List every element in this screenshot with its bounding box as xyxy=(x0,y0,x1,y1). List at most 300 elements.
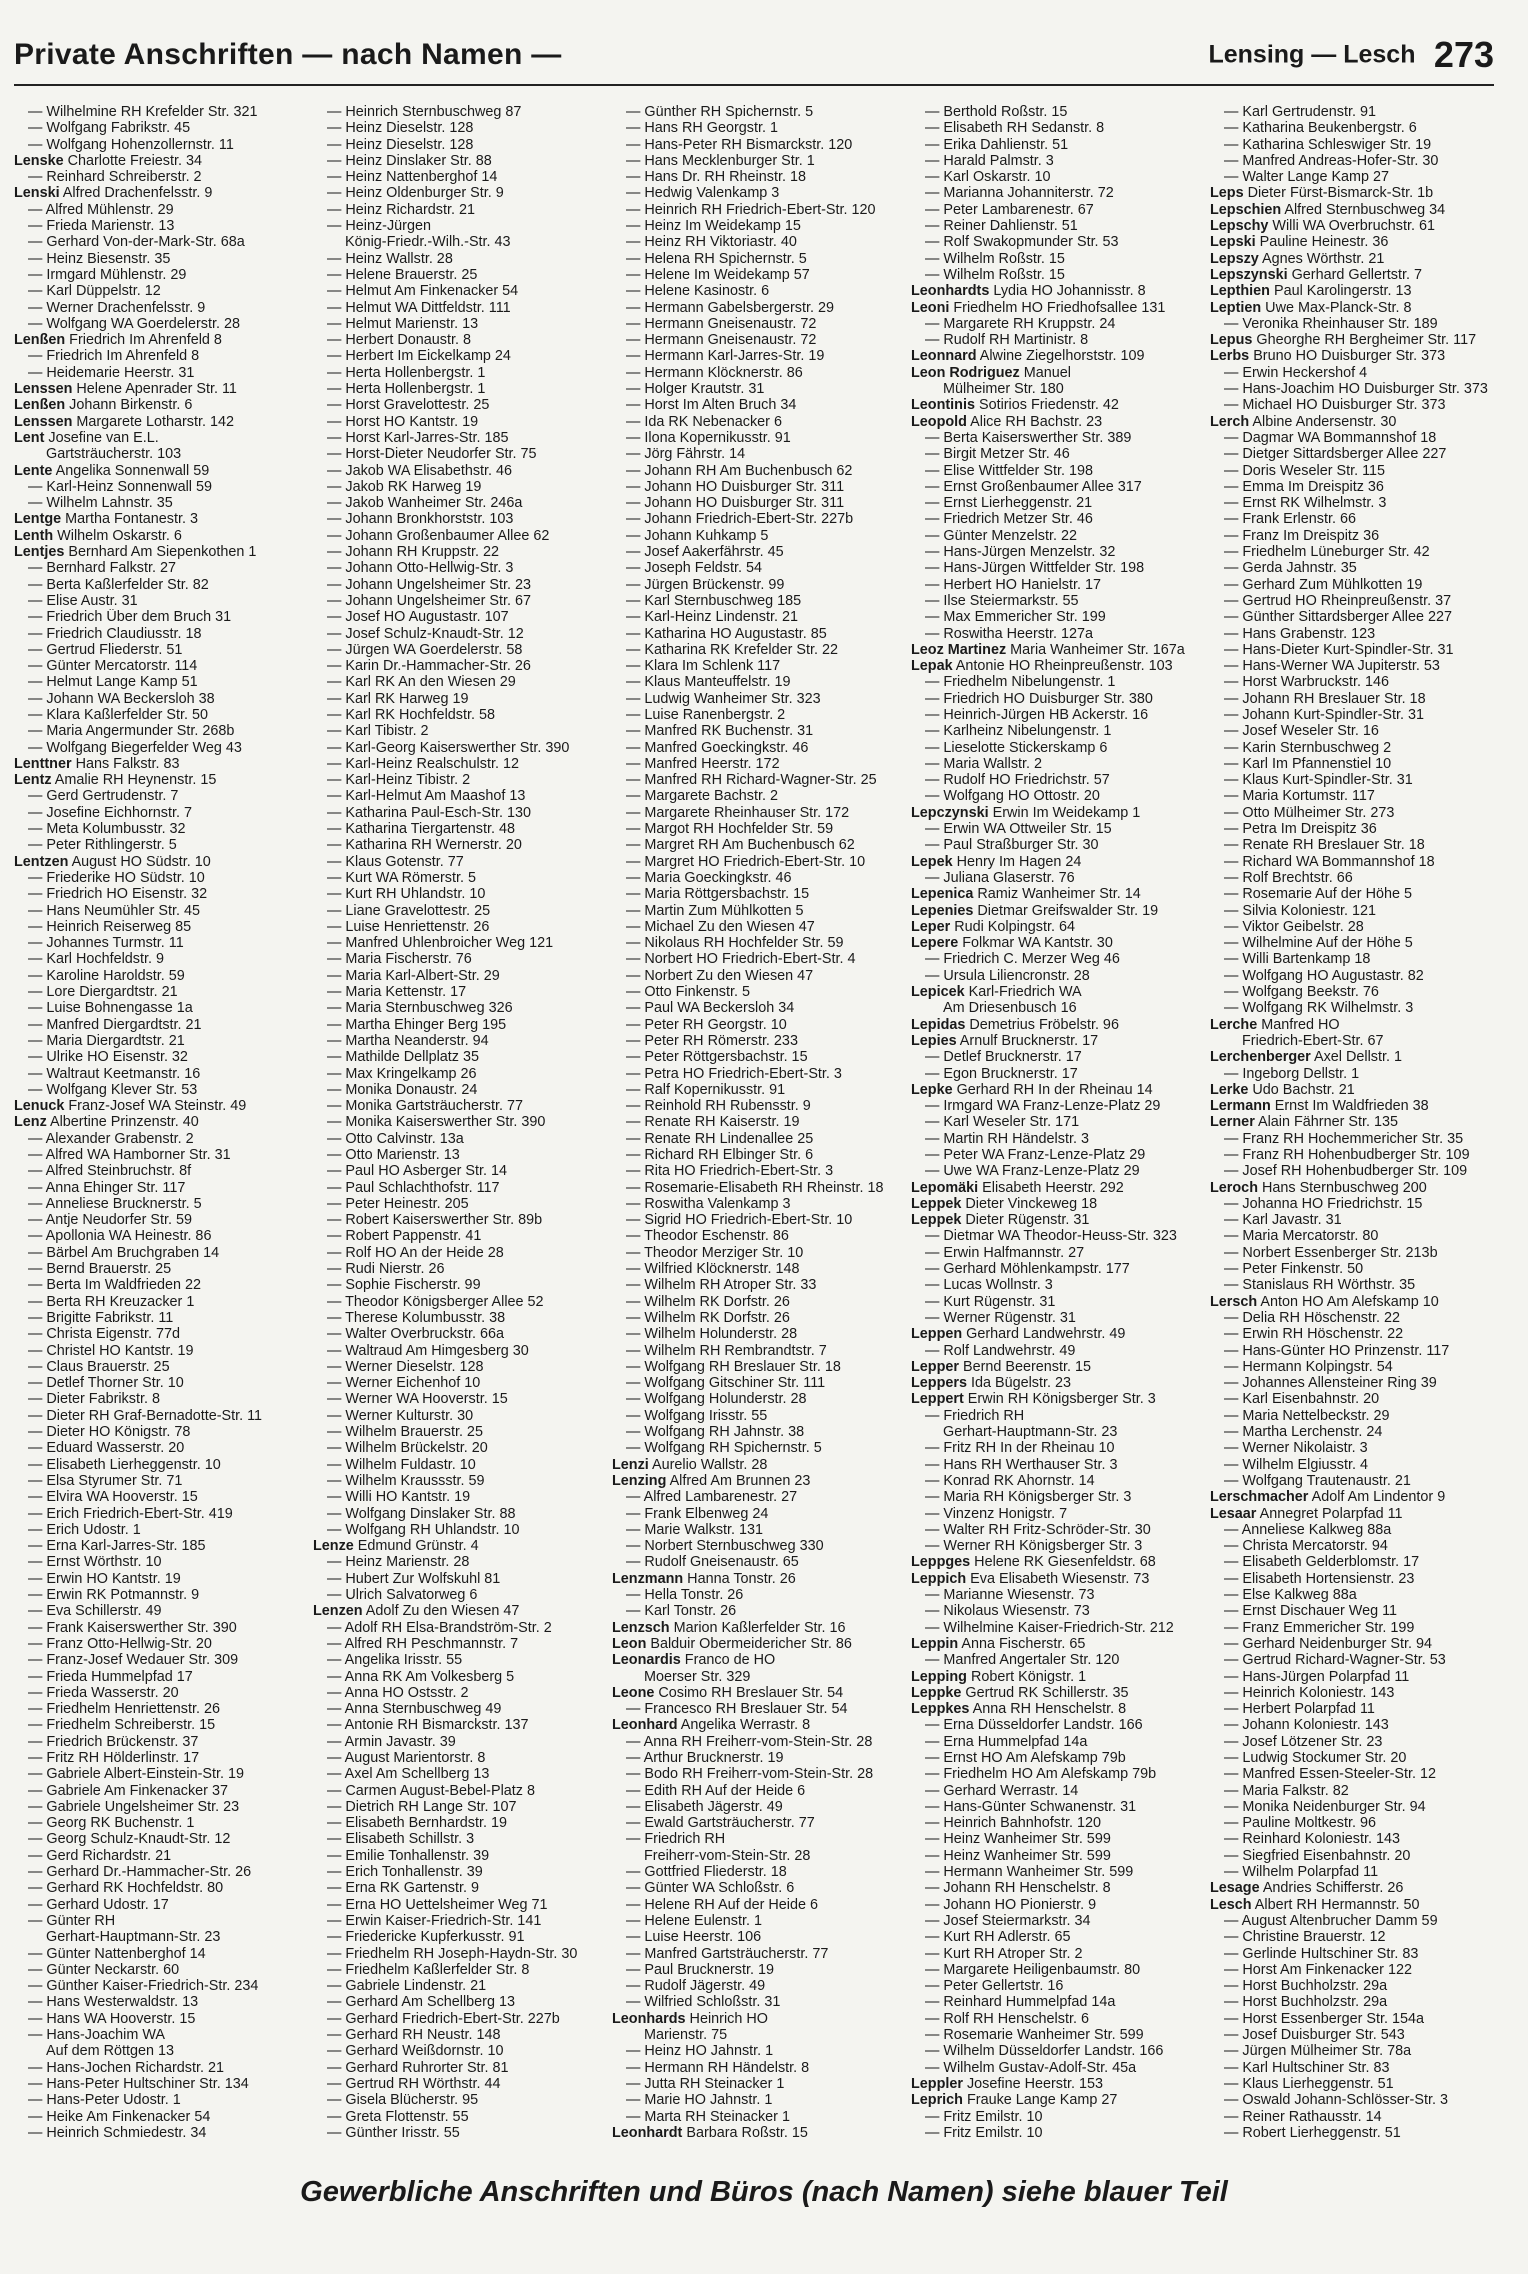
surname: Lepere xyxy=(911,935,959,952)
directory-entry: — Rolf RH Henschelstr. 6 xyxy=(925,2010,1089,2027)
directory-entry: — Katharina Beukenbergstr. 6 xyxy=(1224,120,1417,137)
directory-entry: — Friedericke Kupferkusstr. 91 xyxy=(327,1929,525,1946)
directory-entry: Lepenica Ramiz Wanheimer Str. 14 xyxy=(911,886,1141,903)
surname: Lepak xyxy=(911,658,953,675)
directory-entry: Lenuck Franz-Josef WA Steinstr. 49 xyxy=(14,1098,247,1115)
directory-entry: — Heinrich RH Friedrich-Ebert-Str. 120 xyxy=(626,201,876,218)
footer-note: Gewerbliche Anschriften und Büros (nach Namen) siehe blauer Teil xyxy=(300,2176,1228,2208)
surname: Lenßen xyxy=(14,332,66,349)
directory-entry: — Axel Am Schellberg 13 xyxy=(327,1766,490,1783)
directory-entry: — Horst-Dieter Neudorfer Str. 75 xyxy=(327,446,537,463)
directory-entry: — Berta Kaiserswerther Str. 389 xyxy=(925,429,1132,446)
directory-entry: — Dietger Sittardsberger Allee 227 xyxy=(1224,446,1447,463)
directory-entry: — Monika Kaiserswerther Str. 390 xyxy=(327,1114,546,1131)
surname: Lepenica xyxy=(911,886,974,903)
directory-entry: — Johann Ungelsheimer Str. 67 xyxy=(327,592,531,609)
directory-entry: — Karl RK Harweg 19 xyxy=(327,690,469,707)
directory-entry: — Johann Ungelsheimer Str. 23 xyxy=(327,576,531,593)
directory-entry: — Maria Nettelbeckstr. 29 xyxy=(1224,1407,1390,1424)
directory-entry: — Gerhard Friedrich-Ebert-Str. 227b xyxy=(327,2010,560,2027)
directory-entry: — Werner Eichenhof 10 xyxy=(327,1375,481,1392)
directory-entry: — Friedrich Claudiusstr. 18 xyxy=(28,625,202,642)
directory-entry: — Theodor Königsberger Allee 52 xyxy=(327,1293,544,1310)
directory-entry: — Klaus Manteuffelstr. 19 xyxy=(626,674,791,691)
directory-entry: — Fritz Emilstr. 10 xyxy=(925,2108,1043,2125)
directory-entry: — Reiner Dahlienstr. 51 xyxy=(925,218,1078,235)
directory-entry: — Peter Rithlingerstr. 5 xyxy=(28,837,177,854)
directory-entry: Leon Balduir Obermeidericher Str. 86 xyxy=(612,1635,852,1652)
surname: Lentjes xyxy=(14,544,65,561)
directory-entry: Lenth Wilhelm Oskarstr. 6 xyxy=(14,527,182,544)
directory-entry: — Egon Brucknerstr. 17 xyxy=(925,1065,1078,1082)
directory-entry: — Ernst Lierheggenstr. 21 xyxy=(925,495,1093,512)
directory-entry: — Heinz Wanheimer Str. 599 xyxy=(925,1831,1111,1848)
directory-entry: — Fritz RH In der Rheinau 10 xyxy=(925,1440,1115,1457)
directory-entry: — Horst Buchholzstr. 29a xyxy=(1224,1978,1388,1995)
surname: Lerchenberger xyxy=(1210,1049,1311,1066)
directory-entry: Lente Angelika Sonnenwall 59 xyxy=(14,462,210,479)
directory-entry: — Margret HO Friedrich-Ebert-Str. 10 xyxy=(626,853,866,870)
directory-entry: — Hans-Günter Schwanenstr. 31 xyxy=(925,1798,1137,1815)
directory-entry: — Wilhelm RH Rembrandtstr. 7 xyxy=(626,1342,827,1359)
directory-entry: Lepek Henry Im Hagen 24 xyxy=(911,853,1082,870)
directory-entry: — Holger Krautstr. 31 xyxy=(626,381,765,398)
directory-entry: Leppich Eva Elisabeth Wiesenstr. 73 xyxy=(911,1570,1150,1587)
directory-entry: — Wilfried Schloßstr. 31 xyxy=(626,1994,781,2011)
directory-entry: — Norbert Essenberger Str. 213b xyxy=(1224,1244,1438,1261)
directory-entry: — Reinhold RH Rubensstr. 9 xyxy=(626,1098,811,1115)
directory-entry: — Martha Ehinger Berg 195 xyxy=(327,1016,507,1033)
directory-entry: — Jürgen Mülheimer Str. 78a xyxy=(1224,2043,1412,2060)
directory-entry: — Johann RH Am Buchenbusch 62 xyxy=(626,462,853,479)
directory-entry: — Wolfgang Holunderstr. 28 xyxy=(626,1391,807,1408)
directory-entry: — Hermann Gabelsbergerstr. 29 xyxy=(626,299,834,316)
directory-entry: — Margarete Heiligenbaumstr. 80 xyxy=(925,1961,1141,1978)
directory-entry: — Franz-Josef Wedauer Str. 309 xyxy=(28,1652,239,1669)
directory-entry: — Veronika Rheinhauser Str. 189 xyxy=(1224,315,1438,332)
directory-entry: — Heinz Marienstr. 28 xyxy=(327,1554,470,1571)
directory-entry: — Franz Otto-Hellwig-Str. 20 xyxy=(28,1635,212,1652)
directory-entry: — Pauline Moltkestr. 96 xyxy=(1224,1815,1376,1832)
directory-entry: — Horst Karl-Jarres-Str. 185 xyxy=(327,429,509,446)
directory-entry: — Hermann Klöcknerstr. 86 xyxy=(626,364,803,381)
directory-entry: — Johannes Allensteiner Ring 39 xyxy=(1224,1375,1437,1392)
directory-entry: Lerschmacher Adolf Am Lindentor 9 xyxy=(1210,1489,1446,1506)
directory-entry: — Herbert Donaustr. 8 xyxy=(327,332,471,349)
directory-entry: — Erwin RK Potmannstr. 9 xyxy=(28,1587,200,1604)
directory-entry: — Edith RH Auf der Heide 6 xyxy=(626,1782,806,1799)
directory-columns xyxy=(14,104,1512,2166)
directory-entry: — Nikolaus Wiesenstr. 73 xyxy=(925,1603,1090,1620)
directory-entry: — Ernst RK Wilhelmstr. 3 xyxy=(1224,495,1387,512)
directory-column-1 xyxy=(14,104,313,2166)
directory-entry: — Hans-Jürgen Menzelstr. 32 xyxy=(925,544,1116,561)
directory-entry: — Wilhelm Gustav-Adolf-Str. 45a xyxy=(925,2059,1137,2076)
directory-entry: Leppler Josefine Heerstr. 153 xyxy=(911,2075,1103,2092)
surname: Lepicek xyxy=(911,984,965,1001)
directory-entry: — Gerhard Von-der-Mark-Str. 68a xyxy=(28,234,245,251)
directory-entry: — Anna Ehinger Str. 117 xyxy=(28,1179,186,1196)
directory-entry: — Harald Palmstr. 3 xyxy=(925,152,1054,169)
directory-entry: — Josef Lötzener Str. 23 xyxy=(1224,1733,1383,1750)
directory-entry: — Sophie Fischerstr. 99 xyxy=(327,1277,481,1294)
directory-entry: — Luise Ranenbergstr. 2 xyxy=(626,706,786,723)
directory-entry: — Friedhelm Lüneburger Str. 42 xyxy=(1224,544,1430,561)
directory-entry: — Ida RK Nebenacker 6 xyxy=(626,413,782,430)
page-header xyxy=(14,30,1494,86)
directory-entry: — Wilhelm Lahnstr. 35 xyxy=(28,495,173,512)
directory-entry: — Rosemarie Wanheimer Str. 599 xyxy=(925,2027,1144,2044)
directory-entry: Lenzmann Hanna Tonstr. 26 xyxy=(612,1570,796,1587)
directory-entry: — Berta RH Kreuzacker 1 xyxy=(28,1293,195,1310)
directory-entry: — Johann Otto-Hellwig-Str. 3 xyxy=(327,560,514,577)
directory-entry: — Erich Friedrich-Ebert-Str. 419 xyxy=(28,1505,233,1522)
directory-entry: — Paul Straßburger Str. 30 xyxy=(925,837,1099,854)
directory-entry: — Arthur Brucknerstr. 19 xyxy=(626,1749,784,1766)
directory-entry: Lenske Charlotte Freiestr. 34 xyxy=(14,152,202,169)
directory-entry: — Günther Sittardsberger Allee 227 xyxy=(1224,609,1452,626)
directory-entry: — Katharina RH Wernerstr. 20 xyxy=(327,837,522,854)
directory-entry: — Manfred Goeckingkstr. 46 xyxy=(626,739,809,756)
directory-entry: — Rita HO Friedrich-Ebert-Str. 3 xyxy=(626,1163,834,1180)
directory-entry: Am Driesenbusch 16 xyxy=(943,1000,1077,1017)
directory-entry: Leon Rodriguez Manuel xyxy=(911,364,1071,381)
directory-entry: Leppen Gerhard Landwehrstr. 49 xyxy=(911,1326,1126,1343)
directory-entry: Leppke Gertrud RK Schillerstr. 35 xyxy=(911,1684,1129,1701)
surname: Leppke xyxy=(911,1684,962,1701)
directory-entry: — Friedhelm Nibelungenstr. 1 xyxy=(925,674,1116,691)
directory-entry: — Gertrud HO Rheinpreußenstr. 37 xyxy=(1224,592,1452,609)
directory-entry: — Hermann Wanheimer Str. 599 xyxy=(925,1864,1134,1881)
directory-entry: — Joseph Feldstr. 54 xyxy=(626,560,762,577)
directory-entry: König-Friedr.-Wilh.-Str. 43 xyxy=(345,234,511,251)
directory-entry: — Johann HO Pionierstr. 9 xyxy=(925,1896,1097,1913)
directory-entry: — Peter Finkenstr. 50 xyxy=(1224,1261,1364,1278)
directory-entry: — Katharina Paul-Esch-Str. 130 xyxy=(327,804,531,821)
directory-entry: — Karl-Heinz Tibistr. 2 xyxy=(327,772,471,789)
directory-entry: — Jutta RH Steinacker 1 xyxy=(626,2075,785,2092)
surname: Lenzen xyxy=(313,1603,363,1620)
directory-entry: — Heinz Dieselstr. 128 xyxy=(327,136,474,153)
directory-entry: — Hans-Werner WA Jupiterstr. 53 xyxy=(1224,658,1440,675)
directory-entry: — Elisabeth Bernhardstr. 19 xyxy=(327,1815,507,1832)
directory-entry: — Dieter HO Königstr. 78 xyxy=(28,1424,191,1441)
surname: Lepek xyxy=(911,853,953,870)
directory-entry: — Rosemarie-Elisabeth RH Rheinstr. 18 xyxy=(626,1179,884,1196)
directory-entry: Leppkes Anna RH Henschelstr. 8 xyxy=(911,1701,1127,1718)
directory-entry: — Meta Kolumbusstr. 32 xyxy=(28,821,186,838)
directory-entry: — Horst Essenberger Str. 154a xyxy=(1224,2010,1424,2027)
surname: Leppin xyxy=(911,1635,959,1652)
directory-entry: — Karl RK An den Wiesen 29 xyxy=(327,674,516,691)
surname: Lepke xyxy=(911,1081,953,1098)
directory-entry: — Karl-Heinz Sonnenwall 59 xyxy=(28,478,212,495)
directory-entry: — Wilhelmine Auf der Höhe 5 xyxy=(1224,935,1413,952)
directory-entry: — Lore Diergardtstr. 21 xyxy=(28,984,178,1001)
directory-entry: — Alfred Lambarenestr. 27 xyxy=(626,1489,798,1506)
directory-entry: — Heinz Richardstr. 21 xyxy=(327,201,475,218)
directory-entry: — Juliana Glaserstr. 76 xyxy=(925,869,1075,886)
directory-entry: — Gerhard Dr.-Hammacher-Str. 26 xyxy=(28,1864,252,1881)
directory-entry: — Marianne Wiesenstr. 73 xyxy=(925,1587,1095,1604)
directory-entry: — Else Kalkweg 88a xyxy=(1224,1587,1357,1604)
directory-entry: — Wilhelm RK Dorfstr. 26 xyxy=(626,1309,790,1326)
directory-entry: — Willi HO Kantstr. 19 xyxy=(327,1489,471,1506)
surname: Leone xyxy=(612,1684,655,1701)
directory-entry: — Otto Calvinstr. 13a xyxy=(327,1130,464,1147)
directory-entry: — Klara Kaßlerfelder Str. 50 xyxy=(28,706,208,723)
directory-entry: — Hans RH Georgstr. 1 xyxy=(626,120,778,137)
directory-entry: — Gerhard RH Neustr. 148 xyxy=(327,2027,501,2044)
directory-entry: — Jakob WA Elisabethstr. 46 xyxy=(327,462,513,479)
directory-entry: — Ulrike HO Eisenstr. 32 xyxy=(28,1049,188,1066)
directory-entry: Lentge Martha Fontanestr. 3 xyxy=(14,511,198,528)
directory-entry: — Francesco RH Breslauer Str. 54 xyxy=(626,1701,848,1718)
surname: Lerke xyxy=(1210,1081,1249,1098)
directory-entry: — Peter Lambarenestr. 67 xyxy=(925,201,1094,218)
directory-entry: — Irmgard WA Franz-Lenze-Platz 29 xyxy=(925,1098,1161,1115)
directory-entry: — Otto Marienstr. 13 xyxy=(327,1147,460,1163)
directory-entry: — Johann Friedrich-Ebert-Str. 227b xyxy=(626,511,854,528)
directory-entry: — Elisabeth Jägerstr. 49 xyxy=(626,1798,783,1815)
directory-entry: — Hans-Peter RH Bismarckstr. 120 xyxy=(626,136,853,153)
directory-entry: Lenssen Helene Apenrader Str. 11 xyxy=(14,381,237,398)
directory-entry: — Manfred Gartsträucherstr. 77 xyxy=(626,1945,829,1962)
directory-entry: Lepszy Agnes Wörthstr. 21 xyxy=(1210,250,1385,267)
directory-entry: — Frank Elbenweg 24 xyxy=(626,1505,769,1522)
directory-entry: — Dietmar WA Theodor-Heuss-Str. 323 xyxy=(925,1228,1177,1245)
directory-entry: — Wolfgang RH Uhlandstr. 10 xyxy=(327,1521,520,1538)
directory-entry: — Johann HO Duisburger Str. 311 xyxy=(626,495,845,512)
directory-entry: — Elsa Styrumer Str. 71 xyxy=(28,1472,183,1489)
directory-entry: — Gerhard Werrastr. 14 xyxy=(925,1782,1079,1799)
directory-entry: — Josef Schulz-Knaudt-Str. 12 xyxy=(327,625,524,642)
surname: Leppges xyxy=(911,1554,971,1571)
directory-entry: — Heinz Dinslaker Str. 88 xyxy=(327,152,492,169)
directory-entry: — Wilhelm Holunderstr. 28 xyxy=(626,1326,798,1343)
directory-entry: Lerke Udo Bachstr. 21 xyxy=(1210,1081,1355,1098)
surname: Lerbs xyxy=(1210,348,1250,365)
directory-entry: Lenßen Friedrich Im Ahrenfeld 8 xyxy=(14,332,222,349)
directory-entry: Lepping Robert Königstr. 1 xyxy=(911,1668,1087,1685)
directory-entry: — Ernst Wörthstr. 10 xyxy=(28,1554,162,1571)
directory-entry: — Margret RH Am Buchenbusch 62 xyxy=(626,837,855,854)
directory-entry: — Michael Zu den Wiesen 47 xyxy=(626,918,815,935)
directory-entry: — Günter WA Schloßstr. 6 xyxy=(626,1880,795,1897)
directory-entry: — Elisabeth Schillstr. 3 xyxy=(327,1831,475,1848)
surname: Lesage xyxy=(1210,1880,1260,1897)
directory-entry: — Karl-Heinz Lindenstr. 21 xyxy=(626,609,798,626)
directory-entry: — Elvira WA Hooverstr. 15 xyxy=(28,1489,198,1506)
directory-entry: — Rudolf Jägerstr. 49 xyxy=(626,1978,766,1995)
directory-entry: — Klaus Kurt-Spindler-Str. 31 xyxy=(1224,772,1413,789)
directory-entry: — Luise Bohnengasse 1a xyxy=(28,1000,193,1017)
directory-entry: Lerchenberger Axel Dellstr. 1 xyxy=(1210,1049,1402,1066)
directory-entry: — Bärbel Am Bruchgraben 14 xyxy=(28,1244,220,1261)
directory-entry: — Katharina HO Augustastr. 85 xyxy=(626,625,827,642)
directory-entry: — Maria Diergardtstr. 21 xyxy=(28,1032,185,1049)
directory-entry: — Heinrich Reiserweg 85 xyxy=(28,918,192,935)
directory-entry: — Eva Schillerstr. 49 xyxy=(28,1603,162,1620)
directory-entry: — Gerhard Zum Mühlkotten 19 xyxy=(1224,576,1423,593)
directory-entry: Lerner Alain Fährner Str. 135 xyxy=(1210,1114,1398,1131)
directory-entry: — Brigitte Fabrikstr. 11 xyxy=(28,1309,174,1326)
directory-entry: — Gerda Jahnstr. 35 xyxy=(1224,560,1357,577)
directory-entry: — Friedhelm Kaßlerfelder Str. 8 xyxy=(327,1961,530,1978)
directory-entry: — Friedrich Im Ahrenfeld 8 xyxy=(28,348,200,365)
directory-entry: — Norbert HO Friedrich-Ebert-Str. 4 xyxy=(626,951,856,968)
surname: Leoz Martinez xyxy=(911,641,1007,658)
directory-entry: Lenzen Adolf Zu den Wiesen 47 xyxy=(313,1603,520,1620)
directory-entry: — Karoline Haroldstr. 59 xyxy=(28,967,185,984)
directory-entry: — Karl Tonstr. 26 xyxy=(626,1603,737,1620)
directory-entry: — Günther RH Spichernstr. 5 xyxy=(626,104,814,120)
surname: Leonhards xyxy=(612,2010,686,2027)
directory-entry: — Bernhard Falkstr. 27 xyxy=(28,560,176,577)
directory-entry: — Michael HO Duisburger Str. 373 xyxy=(1224,397,1446,414)
directory-entry: — Franz Im Dreispitz 36 xyxy=(1224,527,1380,544)
surname: Lentz xyxy=(14,772,52,789)
surname: Leppler xyxy=(911,2075,963,2092)
directory-entry: Lepschien Alfred Sternbuschweg 34 xyxy=(1210,201,1446,218)
directory-entry: — Günter Mercatorstr. 114 xyxy=(28,658,198,675)
directory-entry: — Helena RH Spichernstr. 5 xyxy=(626,250,807,267)
directory-entry: — Reiner Rathausstr. 14 xyxy=(1224,2108,1382,2125)
directory-entry: — Karl-Georg Kaiserswerther Str. 390 xyxy=(327,739,570,756)
directory-entry: — Martha Neanderstr. 94 xyxy=(327,1032,489,1049)
directory-entry: — Manfred Diergardtstr. 21 xyxy=(28,1016,202,1033)
directory-entry: — Richard WA Bommannshof 18 xyxy=(1224,853,1435,870)
directory-entry: — Karin Dr.-Hammacher-Str. 26 xyxy=(327,658,531,675)
directory-entry: — Frieda Marienstr. 13 xyxy=(28,218,175,235)
directory-entry: — Peter RH Römerstr. 233 xyxy=(626,1032,798,1049)
name-range: Lensing — Lesch xyxy=(1208,40,1416,69)
directory-entry: — Berthold Roßstr. 15 xyxy=(925,104,1068,120)
directory-entry: — Herta Hollenbergstr. 1 xyxy=(327,381,486,398)
surname: Lepschien xyxy=(1210,201,1282,218)
directory-entry: Lenze Edmund Grünstr. 4 xyxy=(313,1538,479,1555)
directory-entry: — Christa Mercatorstr. 94 xyxy=(1224,1538,1388,1555)
directory-entry: — Margarete RH Kruppstr. 24 xyxy=(925,315,1116,332)
directory-entry: — Horst Im Alten Bruch 34 xyxy=(626,397,797,414)
directory-entry: — Gerhard Am Schellberg 13 xyxy=(327,1994,515,2011)
directory-entry: — Maria Mercatorstr. 80 xyxy=(1224,1228,1379,1245)
surname: Leppkes xyxy=(911,1701,970,1718)
directory-entry: — Hans-Peter Hultschiner Str. 134 xyxy=(28,2075,249,2092)
directory-entry: — Bodo RH Freiherr-vom-Stein-Str. 28 xyxy=(626,1766,874,1783)
directory-entry: — Friedhelm Schreiberstr. 15 xyxy=(28,1717,216,1734)
directory-entry: — Anna RK Am Volkesberg 5 xyxy=(327,1668,515,1685)
directory-entry: — Wolfgang Dinslaker Str. 88 xyxy=(327,1505,516,1522)
directory-entry: — Hans WA Hooverstr. 15 xyxy=(28,2010,196,2027)
directory-entry: — Peter WA Franz-Lenze-Platz 29 xyxy=(925,1147,1146,1163)
directory-entry: — Berta Kaßlerfelder Str. 82 xyxy=(28,576,209,593)
directory-entry: — Kurt RH Uhlandstr. 10 xyxy=(327,886,486,903)
directory-entry: — Hubert Zur Wolfskuhl 81 xyxy=(327,1570,501,1587)
directory-entry: — Martha Lerchenstr. 24 xyxy=(1224,1424,1383,1441)
directory-entry: — Hans Neumühler Str. 45 xyxy=(28,902,200,919)
directory-entry: — Gerd Gertrudenstr. 7 xyxy=(28,788,179,805)
directory-entry: — Maria Sternbuschweg 326 xyxy=(327,1000,513,1017)
directory-entry: — Friederike HO Südstr. 10 xyxy=(28,869,205,886)
directory-entry: — Manfred RH Richard-Wagner-Str. 25 xyxy=(626,772,877,789)
directory-entry: — Heinz HO Jahnstr. 1 xyxy=(626,2043,774,2060)
directory-entry: — Josef RH Hohenbudberger Str. 109 xyxy=(1224,1163,1468,1180)
directory-entry: — Ernst HO Am Alefskamp 79b xyxy=(925,1749,1126,1766)
directory-entry: Lepak Antonie HO Rheinpreußenstr. 103 xyxy=(911,658,1173,675)
directory-entry: — Karl-Helmut Am Maashof 13 xyxy=(327,788,526,805)
directory-entry: — Erna Hummelpfad 14a xyxy=(925,1733,1088,1750)
directory-entry: — Christa Eigenstr. 77d xyxy=(28,1326,180,1343)
directory-entry: — Carmen August-Bebel-Platz 8 xyxy=(327,1782,535,1799)
directory-entry: Leps Dieter Fürst-Bismarck-Str. 1b xyxy=(1210,185,1434,202)
surname: Leonhard xyxy=(612,1717,678,1734)
directory-entry: — Kurt RH Adlerstr. 65 xyxy=(925,1929,1071,1946)
directory-entry: Lenski Alfred Drachenfelsstr. 9 xyxy=(14,185,213,202)
directory-entry: — Robert Pappenstr. 41 xyxy=(327,1228,482,1245)
directory-entry: — Horst Gravelottestr. 25 xyxy=(327,397,490,414)
directory-entry: — Hans-Jürgen Wittfelder Str. 198 xyxy=(925,560,1145,577)
directory-entry: — Josefine Eichhornstr. 7 xyxy=(28,804,192,821)
directory-entry: — Heinz Im Weidekamp 15 xyxy=(626,218,801,235)
directory-entry: — Christine Brauerstr. 12 xyxy=(1224,1929,1386,1946)
directory-entry: — Helmut WA Dittfeldstr. 111 xyxy=(327,299,511,316)
directory-entry: — Karl RK Hochfeldstr. 58 xyxy=(327,706,495,723)
directory-entry: Leonhards Heinrich HO xyxy=(612,2010,768,2027)
directory-entry: Leonhard Angelika Werrastr. 8 xyxy=(612,1717,811,1734)
directory-entry: — Gisela Blücherstr. 95 xyxy=(327,2092,479,2109)
directory-entry: — Heinz Nattenberghof 14 xyxy=(327,169,498,186)
directory-entry: — Erwin WA Ottweiler Str. 15 xyxy=(925,821,1112,838)
directory-entry: — Klaus Lierheggenstr. 51 xyxy=(1224,2075,1394,2092)
directory-entry: Leppek Dieter Rügenstr. 31 xyxy=(911,1212,1090,1229)
directory-entry: — Hans Westerwaldstr. 13 xyxy=(28,1994,199,2011)
directory-entry: — Rolf Brechtstr. 66 xyxy=(1224,869,1353,886)
directory-entry: — Erwin Halfmannstr. 27 xyxy=(925,1244,1085,1261)
directory-entry: — Marie Walkstr. 131 xyxy=(626,1521,764,1538)
directory-entry: Leper Rudi Kolpingstr. 64 xyxy=(911,918,1075,935)
directory-entry: — Karl Gertrudenstr. 91 xyxy=(1224,104,1376,120)
surname: Lenttner xyxy=(14,755,72,772)
directory-entry: — Heinz RH Viktoriastr. 40 xyxy=(626,234,797,251)
directory-entry: — Friedrich C. Merzer Weg 46 xyxy=(925,951,1120,968)
directory-entry: — Ingeborg Dellstr. 1 xyxy=(1224,1065,1360,1082)
directory-entry: — Wolfgang WA Goerdelerstr. 28 xyxy=(28,315,240,332)
directory-entry: — Otto Mülheimer Str. 273 xyxy=(1224,804,1395,821)
page-number: 273 xyxy=(1433,34,1494,75)
directory-entry: — Otto Finkenstr. 5 xyxy=(626,984,750,1001)
directory-entry: Lenssen Margarete Lotharstr. 142 xyxy=(14,413,234,430)
directory-entry: — Friedhelm HO Am Alefskamp 79b xyxy=(925,1766,1157,1783)
directory-entry: — Hedwig Valenkamp 3 xyxy=(626,185,780,202)
directory-entry: — Werner Dieselstr. 128 xyxy=(327,1358,484,1375)
directory-entry: — Margot RH Hochfelder Str. 59 xyxy=(626,821,834,838)
surname: Leontinis xyxy=(911,397,975,414)
directory-entry: — Vinzenz Honigstr. 7 xyxy=(925,1505,1068,1522)
directory-entry: — Heinrich Sternbuschweg 87 xyxy=(327,104,522,120)
surname: Leps xyxy=(1210,185,1244,202)
directory-entry: — Petra Im Dreispitz 36 xyxy=(1224,821,1377,838)
directory-entry: — Maria Röttgersbachstr. 15 xyxy=(626,886,810,903)
directory-entry: — Alfred Mühlenstr. 29 xyxy=(28,201,174,218)
directory-entry: — Jakob Wanheimer Str. 246a xyxy=(327,495,523,512)
directory-entry: — Dietrich RH Lange Str. 107 xyxy=(327,1798,517,1815)
directory-entry: — Luise Heerstr. 106 xyxy=(626,1929,762,1946)
directory-entry: — Maria Kettenstr. 17 xyxy=(327,984,467,1001)
directory-entry: — Heidemarie Heerstr. 31 xyxy=(28,364,195,381)
surname: Lentzen xyxy=(14,853,69,870)
directory-entry: — Horst Warbruckstr. 146 xyxy=(1224,674,1389,691)
